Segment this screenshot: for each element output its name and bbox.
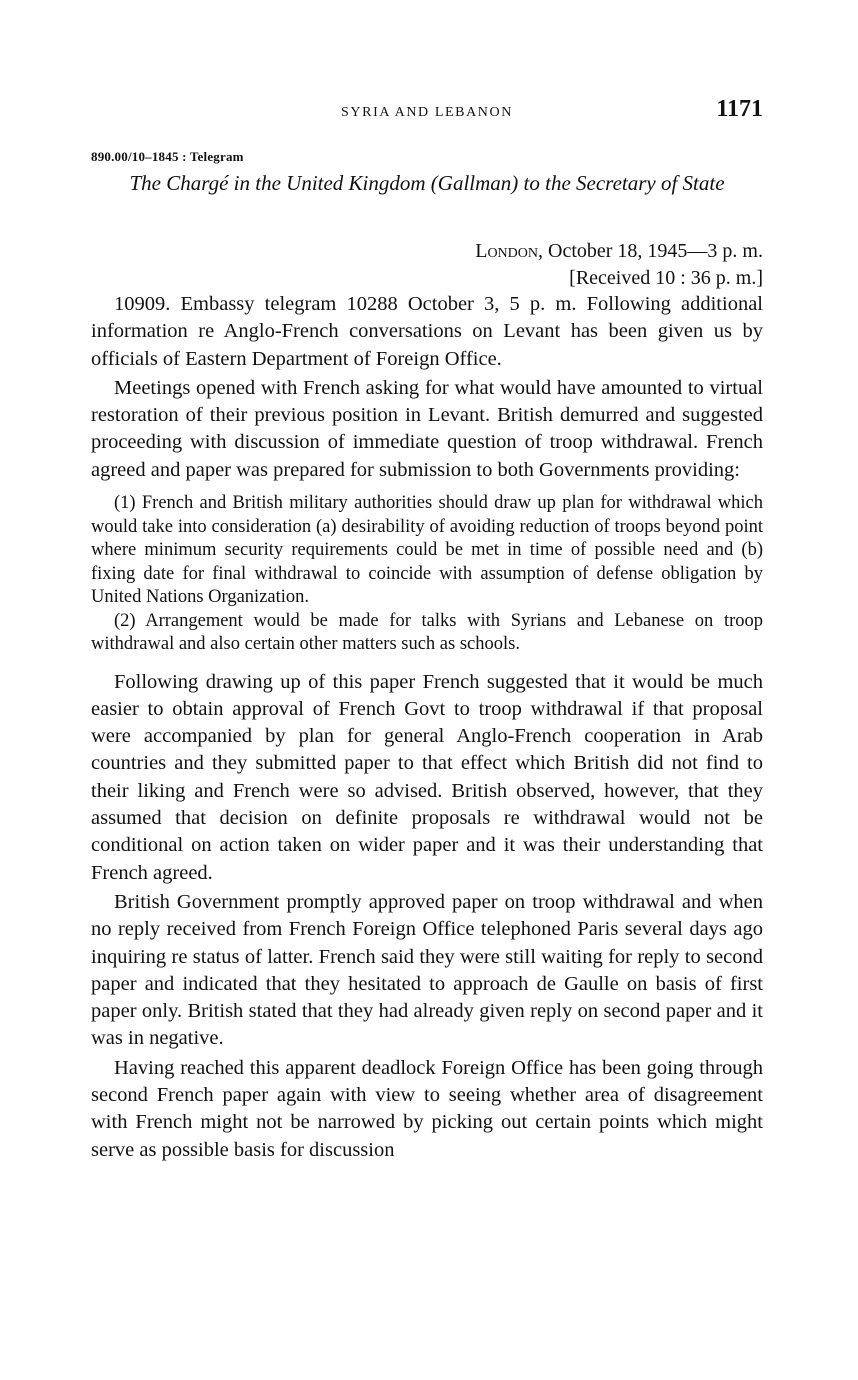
dateline-received: [Received 10 : 36 p. m.] [569, 267, 763, 289]
paragraph: British Government promptly approved paper on troop withdrawal and when no reply received from French Foreign Office telephoned Paris several days ago inquiring re status of latter. French said they were still waiting for reply to second paper and indicated that they hesitated to approach de Gaulle on basis of first paper only. British stated that they had already given reply on second paper and it was in negative. [91, 890, 763, 1050]
paragraph: 10909. Embassy telegram 10288 October 3, 5 p. m. Following additional information re Anglo-French conversations on Levant has been given us by officials of Eastern Department of Foreign Office. [91, 293, 763, 370]
paragraph: Following drawing up of this paper French suggested that it would be much easier to obtain approval of French Govt to troop withdrawal if that proposal were accompanied by plan for general Anglo-French cooperation in Arab countries and they submitted paper to that effect which British did not find to their liking and French were so advised. British observed, however, that they assumed that decision on definite proposals re withdrawal would not be conditional on action taken on wider paper and it was their understanding that French agreed. [91, 670, 763, 884]
quoted-paper-provisions [91, 492, 763, 657]
paragraph: Having reached this apparent deadlock Foreign Office has been going through second French paper again with view to seeing whether area of disagreement with French might not be narrowed by picking out certain points which might serve as possible basis for discussion [91, 1056, 763, 1161]
running-head-title: SYRIA AND LEBANON [341, 105, 513, 120]
dateline-sent [475, 238, 763, 265]
provision-item: (1) French and British military authorities should draw up plan for withdrawal which would take into consideration (a) desirability of avoiding reduction of troops beyond point where minimum security requirements could be met in time of possible need and (b) fixing date for final withdrawal to coincide with assumption of defense obligation by United Nations Organization. [91, 493, 763, 608]
dateline [475, 238, 763, 292]
dateline-date-time: , October 18, 1945—3 p. m. [538, 240, 763, 262]
telegram-body [91, 291, 763, 1164]
document-heading: The Chargé in the United Kingdom (Gallman) to the Secretary of State [129, 171, 725, 195]
running-head [91, 96, 763, 130]
dateline-place: London [475, 240, 539, 262]
paragraph: Meetings opened with French asking for what would have amounted to virtual restoration of their previous position in Levant. British demurred and suggested proceeding with discussion of immediate question of troop withdrawal. French agreed and paper was prepared for submission to both Governments providing: [91, 376, 763, 481]
page-number: 1171 [716, 96, 763, 122]
provision-item: (2) Arrangement would be made for talks with Syrians and Lebanese on troop withdrawal and also certain other matters such as schools. [91, 610, 763, 655]
document-reference: 890.00/10–1845 : Telegram [91, 149, 244, 164]
